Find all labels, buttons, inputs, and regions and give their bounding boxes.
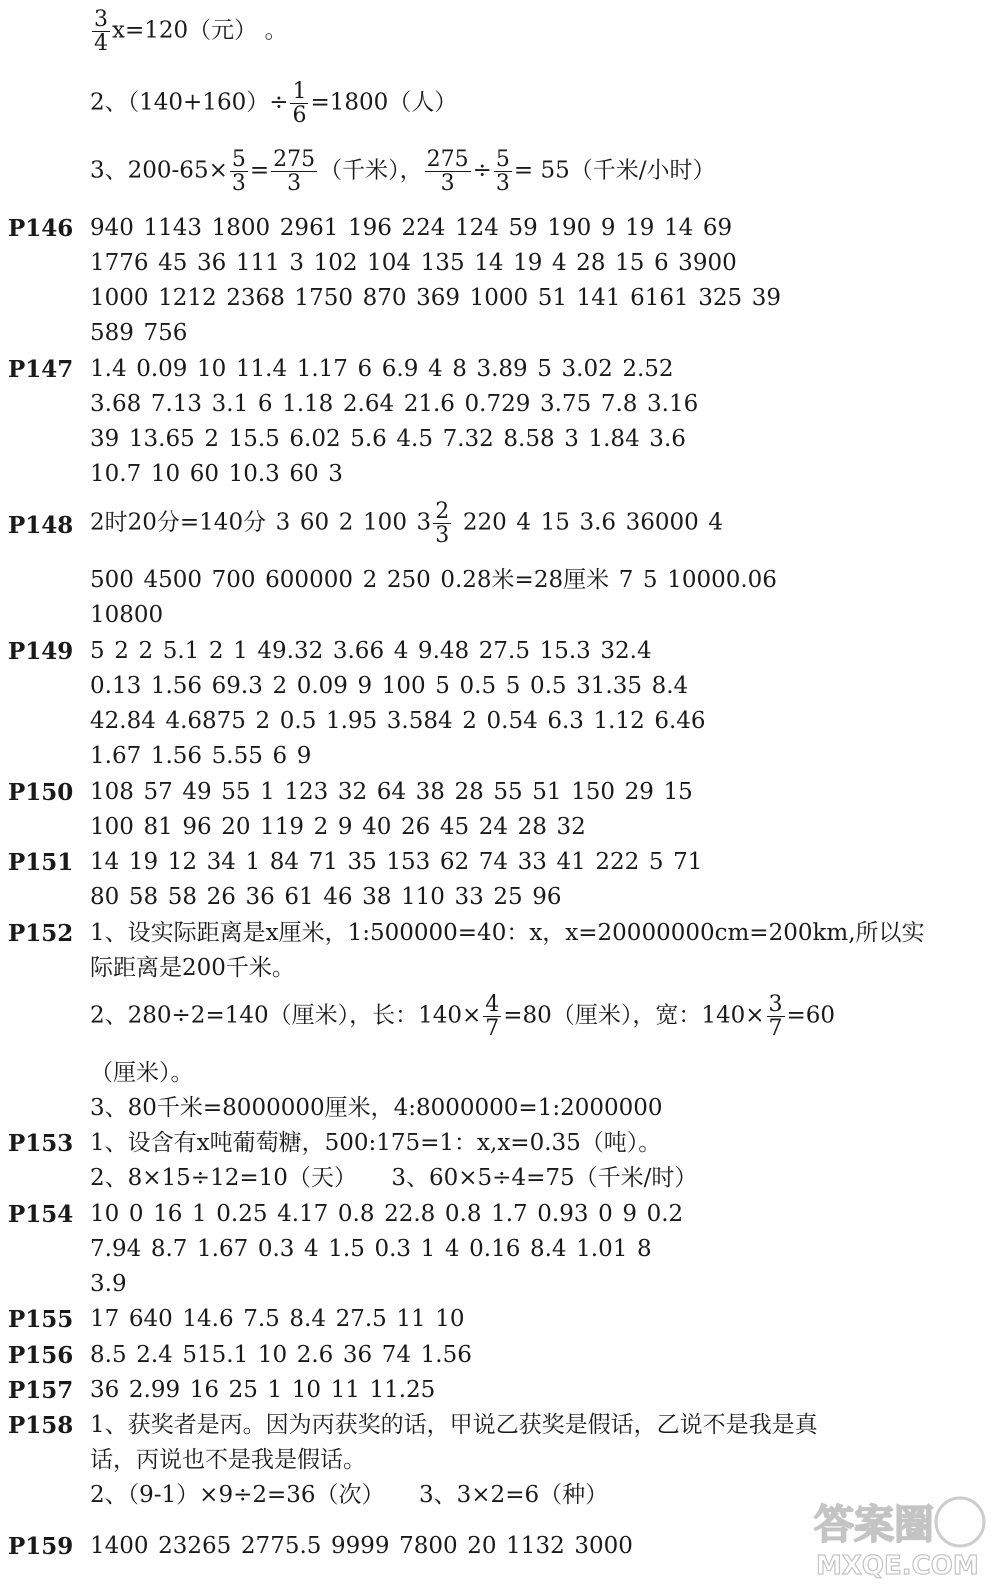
answer-line: 42.84 4.6875 2 0.5 1.95 3.584 2 0.54 6.3 1.12 6.46 [90, 708, 706, 734]
answer-line: 8.5 2.4 515.1 10 2.6 36 74 1.56 [90, 1342, 472, 1368]
answer-line: 3.68 7.13 3.1 6 1.18 2.64 21.6 0.729 3.75 7.8 3.16 [90, 391, 699, 417]
page-label-p149: P149 [8, 638, 74, 665]
answer-line: 100 81 96 20 119 2 9 40 26 45 24 28 32 [90, 814, 586, 840]
answer-line: 1.67 1.56 5.55 6 9 [90, 743, 312, 769]
answer-line: 14 19 12 34 1 84 71 35 153 62 74 33 41 222 5 71 [90, 849, 703, 875]
answer-line: 1、获奖者是丙。因为丙获奖的话，甲说乙获奖是假话，乙说不是我是真 [90, 1412, 818, 1438]
answer-line: 1.4 0.09 10 11.4 1.17 6 6.9 4 8 3.89 5 3.02 2.52 [90, 356, 674, 382]
answer-line: 108 57 49 55 1 123 32 64 38 28 55 51 150 29 15 [90, 779, 693, 805]
answer-line: 940 1143 1800 2961 196 224 124 59 190 9 19 14 69 [90, 215, 733, 241]
answer-line: 39 13.65 2 15.5 6.02 5.6 4.5 7.32 8.58 3 1.84 3.6 [90, 426, 686, 452]
page-label-p147: P147 [8, 356, 74, 383]
answer-line: 10800 [90, 602, 164, 628]
fraction: $\frac{3}{4}$ [94, 7, 108, 57]
answer-line: 1、设含有x吨葡萄糖，500:175=1：x,x=0.35（吨）。 [90, 1130, 662, 1156]
watermark-circle [936, 1498, 984, 1546]
fraction: $\frac{275}{3}$ [426, 147, 469, 197]
answer-line: 2、8×15÷12=10（天） 3、60×5÷4=75（千米/时） [90, 1165, 698, 1191]
fraction: $\frac{2}{3}$ [435, 499, 450, 549]
page-label-p155: P155 [8, 1306, 74, 1333]
fraction: $\frac{1}{6}$ [292, 79, 307, 129]
fraction: $\frac{5}{3}$ [231, 147, 246, 197]
watermark-logo [810, 1490, 995, 1582]
answer-line: 2、280÷2=140（厘米），长：140× $\frac{4}{7}$ =80（厘米），宽：140× $\frac{3}{7}$ =60 [90, 992, 836, 1042]
watermark-url: MXQE.COM [816, 1551, 979, 1581]
watermark-text-cn: 答案圈 [814, 1502, 934, 1548]
answer-line: 7.94 8.7 1.67 0.3 4 1.5 0.3 1 4 0.16 8.4 1.01 8 [90, 1236, 652, 1262]
answer-line: 5 2 2 5.1 2 1 49.32 3.66 4 9.48 27.5 15.3 32.4 [90, 638, 652, 664]
answer-line: 1776 45 36 111 3 102 104 135 14 19 4 28 15 6 3900 [90, 250, 737, 276]
fraction: $\frac{5}{3}$ [495, 147, 510, 197]
page-label-p150: P150 [8, 779, 74, 806]
answer-line: 1、设实际距离是x厘米，1:500000=40：x，x=20000000cm=200km,所以实 [90, 920, 925, 946]
page-label-p151: P151 [8, 849, 74, 876]
page-label-p154: P154 [8, 1201, 74, 1228]
answer-line: 1400 23265 2775.5 9999 7800 20 1132 3000 [90, 1533, 633, 1559]
answer-line: 0.13 1.56 69.3 2 0.09 9 100 5 0.5 5 0.5 31.35 8.4 [90, 673, 689, 699]
answer-line: $\frac{3}{4}$ x=120（元） 。 [94, 7, 288, 57]
page-label-p146: P146 [8, 215, 74, 242]
page-label-p156: P156 [8, 1342, 74, 1369]
answer-line: 36 2.99 16 25 1 10 11 11.25 [90, 1377, 436, 1403]
answer-line: 1000 1212 2368 1750 870 369 1000 51 141 6161 325 39 [90, 285, 782, 311]
page-label-p153: P153 [8, 1130, 74, 1157]
fraction: $\frac{275}{3}$ [273, 147, 316, 197]
answer-line: 3、80千米=8000000厘米，4:8000000=1:2000000 [90, 1095, 663, 1121]
answer-line: 80 58 58 26 36 61 46 38 110 33 25 96 [90, 884, 562, 910]
answer-line: 话，丙说也不是我是假话。 [90, 1447, 366, 1473]
answer-line: 10.7 10 60 10.3 60 3 [90, 461, 343, 487]
fraction: $\frac{4}{7}$ [485, 992, 500, 1042]
answer-line: 2时20分=140分 3 60 2 100 3 $\frac{2}{3}$ 220 4 15 3.6 36000 4 [90, 499, 724, 549]
page-label-p159: P159 [8, 1533, 74, 1560]
page-label-p158: P158 [8, 1412, 74, 1439]
answer-line: 际距离是200千米。 [90, 955, 295, 981]
answer-line: 2、（9-1）×9÷2=36（次） 3、3×2=6（种） [90, 1482, 609, 1508]
page-label-p152: P152 [8, 920, 74, 947]
answer-line: 3、200-65× $\frac{5}{3}$ = $\frac{275}{3}$ （千米）， $\frac{275}{3}$ ÷ $\frac{5}{3}$ = 55（千米/小时） [90, 147, 716, 197]
answer-line: （厘米）。 [90, 1060, 194, 1086]
page-label-p157: P157 [8, 1377, 74, 1404]
fraction: $\frac{3}{7}$ [768, 992, 783, 1042]
answer-line: 589 756 [90, 320, 188, 346]
page-label-p148: P148 [8, 512, 74, 539]
answer-line: 17 640 14.6 7.5 8.4 27.5 11 10 [90, 1306, 465, 1332]
answer-line: 10 0 16 1 0.25 4.17 0.8 22.8 0.8 1.7 0.93 0 9 0.2 [90, 1201, 684, 1227]
answer-line: 500 4500 700 600000 2 250 0.28米=28厘米 7 5 10000.06 [90, 567, 777, 593]
answer-line: 3.9 [90, 1271, 127, 1297]
answer-line: 2、（140+160）÷ $\frac{1}{6}$ =1800（人） [90, 79, 458, 129]
